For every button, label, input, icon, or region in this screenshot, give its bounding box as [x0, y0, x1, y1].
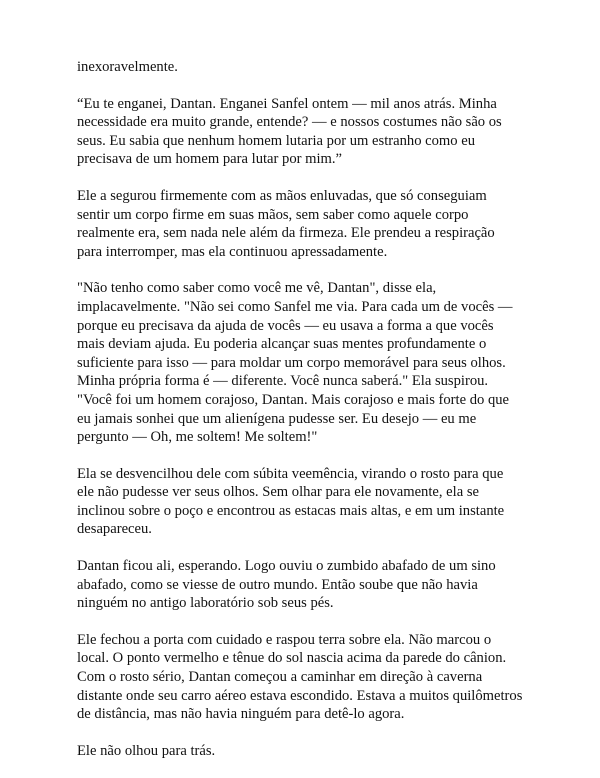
text-line: abafado, como se viesse de outro mundo. Então soube que não havia — [77, 576, 478, 593]
text-line: ele não pudesse ver seus olhos. Sem olhar para ele novamente, ela se — [77, 484, 479, 501]
text-line: Dantan ficou ali, esperando. Logo ouviu o zumbido abafado de um sino — [77, 558, 496, 575]
text-line: pergunto — Oh, me soltem! Me soltem!" — [77, 429, 318, 446]
text-line: eu jamais sonhei que um alienígena pudesse ser. Eu desejo — eu me — [77, 410, 477, 427]
text-line: suficiente para isso — para moldar um corpo memorável para seus olhos. — [77, 354, 506, 371]
text-line: Ele não olhou para trás. — [77, 742, 216, 759]
paragraph-1 — [77, 58, 547, 77]
text-line: “Eu te enganei, Dantan. Enganei Sanfel ontem — mil anos atrás. Minha — [77, 95, 497, 112]
text-line: mais deviam ajuda. Eu poderia alcançar suas mentes profundamente o — [77, 336, 487, 353]
paragraph-5 — [77, 465, 547, 539]
text-line: "Não tenho como saber como você me vê, Dantan", disse ela, — [77, 280, 437, 297]
text-line: de distância, mas não havia ninguém para detê-lo agora. — [77, 706, 405, 723]
text-line: Minha própria forma é — diferente. Você nunca saberá." Ela suspirou. — [77, 373, 489, 390]
text-line: ninguém no antigo laboratório sob seus pés. — [77, 595, 334, 612]
paragraph-3 — [77, 187, 547, 261]
text-line: desapareceu. — [77, 521, 152, 538]
text-line: para interromper, mas ela continuou apressadamente. — [77, 243, 388, 260]
text-line: realmente era, sem nada nele além da firmeza. Ele prendeu a respiração — [77, 225, 495, 242]
text-line: inclinou sobre o poço e encontrou as estacas mais altas, e em um instante — [77, 502, 505, 519]
text-line: sentir um corpo firme em suas mãos, sem saber como aquele corpo — [77, 206, 469, 223]
text-line: necessidade era muito grande, entende? — e nossos costumes não são os — [77, 114, 502, 131]
paragraph-4 — [77, 279, 547, 446]
paragraph-7 — [77, 631, 547, 724]
text-line: distante onde seu carro aéreo estava escondido. Estava a muitos quilômetros — [77, 687, 523, 704]
text-line: inexoravelmente. — [77, 59, 178, 75]
text-line: seus. Eu sabia que nenhum homem lutaria por um estranho como eu — [77, 132, 475, 149]
paragraph-2 — [77, 95, 547, 169]
text-line: "Você foi um homem corajoso, Dantan. Mais corajoso e mais forte do que — [77, 391, 510, 408]
document-page — [77, 58, 547, 778]
text-line: Ele a segurou firmemente com as mãos enluvadas, que só conseguiam — [77, 187, 487, 204]
text-line: Com o rosto sério, Dantan começou a caminhar em direção à caverna — [77, 669, 483, 686]
paragraph-8 — [77, 742, 547, 761]
text-line: Ele fechou a porta com cuidado e raspou terra sobre ela. Não marcou o — [77, 631, 492, 648]
paragraph-6 — [77, 557, 547, 613]
text-line: implacavelmente. "Não sei como Sanfel me via. Para cada um de vocês — — [77, 298, 513, 315]
text-line: Ela se desvencilhou dele com súbita veemência, virando o rosto para que — [77, 465, 504, 482]
text-line: porque eu precisava da ajuda de vocês — eu usava a forma a que vocês — [77, 317, 494, 334]
text-line: precisava de um homem para lutar por mim.” — [77, 151, 343, 168]
text-line: local. O ponto vermelho e tênue do sol nascia acima da parede do cânion. — [77, 650, 507, 667]
